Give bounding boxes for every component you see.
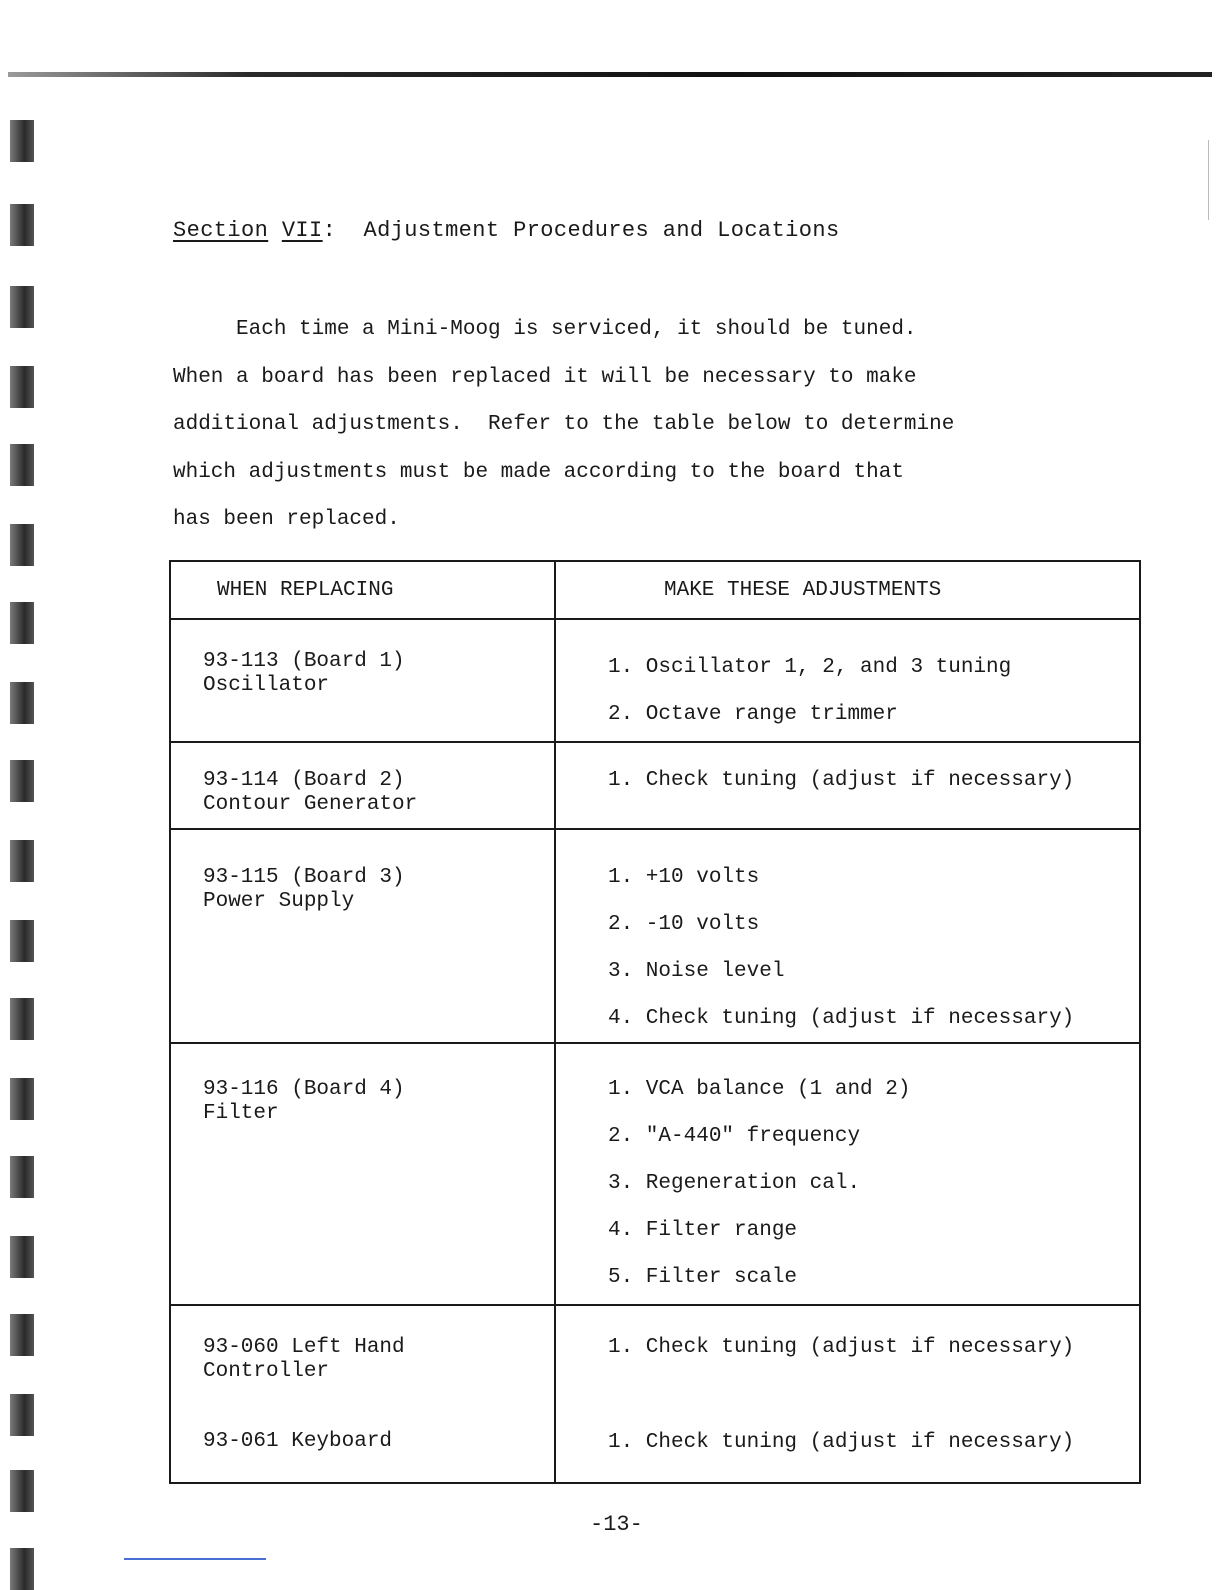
right-margin-mark (1208, 140, 1209, 220)
binding-hole (10, 682, 34, 724)
adjustment-table (169, 560, 1141, 1484)
adjustment-item: 3. Regeneration cal. (608, 1172, 861, 1195)
binding-hole (10, 366, 34, 408)
footnote-rule (124, 1558, 266, 1560)
board-id: 93-114 (Board 2) (203, 769, 405, 792)
adjustment-item: 1. +10 volts (608, 866, 760, 889)
section-heading (173, 218, 840, 243)
section-title: Adjustment Procedures and Locations (363, 218, 840, 243)
binding-holes (6, 120, 36, 1584)
board-id: 93-060 Left Hand (203, 1336, 405, 1359)
adjustment-item: 1. Check tuning (adjust if necessary) (608, 1431, 1075, 1454)
table-row (170, 829, 1140, 1043)
intro-line: additional adjustments. Refer to the table below to determine (173, 413, 955, 436)
binding-hole (10, 1470, 34, 1512)
binding-hole (10, 204, 34, 246)
board-name: Contour Generator (203, 793, 418, 816)
adjustment-item: 1. Check tuning (adjust if necessary) (608, 1336, 1075, 1359)
adjustment-item: 5. Filter scale (608, 1266, 798, 1289)
binding-hole (10, 286, 34, 328)
binding-hole (10, 444, 34, 486)
top-rule (8, 72, 1212, 77)
table-row (170, 742, 1140, 829)
intro-line: which adjustments must be made according to the board that (173, 460, 904, 484)
binding-hole (10, 1394, 34, 1436)
board-id: 93-061 Keyboard (203, 1430, 393, 1453)
adjustment-item: 2. Octave range trimmer (608, 703, 898, 726)
binding-hole (10, 1156, 34, 1198)
intro-line: Each time a Mini-Moog is serviced, it should be tuned. (173, 318, 917, 341)
adjustment-item: 3. Noise level (608, 960, 785, 983)
board-cell (170, 619, 555, 742)
intro-line: When a board has been replaced it will be necessary to make (173, 365, 917, 389)
adjustments-cell (555, 742, 1140, 829)
adjustment-item: 1. Oscillator 1, 2, and 3 tuning (608, 656, 1012, 679)
binding-hole (10, 1236, 34, 1278)
board-name: Controller (203, 1360, 330, 1383)
table-row (170, 1305, 1140, 1483)
section-label: Section (173, 218, 269, 243)
binding-hole (10, 998, 34, 1040)
board-cell (170, 1305, 555, 1483)
board-cell (170, 829, 555, 1043)
spacer (608, 1371, 1139, 1419)
table-row (170, 619, 1140, 742)
adjustments-cell (555, 1043, 1140, 1305)
adjustment-item: 2. -10 volts (608, 913, 760, 936)
binding-hole (10, 920, 34, 962)
binding-hole (10, 1078, 34, 1120)
intro-line: has been replaced. (173, 508, 400, 531)
table-row (170, 1043, 1140, 1305)
table-header-row (170, 561, 1140, 619)
adjustment-item: 1. Check tuning (adjust if necessary) (608, 769, 1075, 792)
binding-hole (10, 1314, 34, 1356)
adjustment-item: 1. VCA balance (1 and 2) (608, 1078, 911, 1101)
board-cell (170, 742, 555, 829)
binding-hole (10, 840, 34, 882)
adjustments-cell (555, 619, 1140, 742)
board-id: 93-115 (Board 3) (203, 866, 405, 889)
adjustments-cell (555, 1305, 1140, 1483)
adjustment-item: 4. Check tuning (adjust if necessary) (608, 1007, 1075, 1030)
page-number: -13- (590, 1512, 643, 1537)
intro-paragraph (173, 306, 1133, 544)
board-name: Power Supply (203, 890, 355, 913)
spacer (203, 1384, 554, 1430)
header-when-replacing: WHEN REPLACING (170, 561, 555, 619)
binding-hole (10, 120, 34, 162)
adjustment-item: 2. "A-440" frequency (608, 1125, 861, 1148)
section-colon: : (322, 218, 337, 243)
board-cell (170, 1043, 555, 1305)
binding-hole (10, 760, 34, 802)
board-name: Filter (203, 1102, 279, 1125)
adjustment-item: 4. Filter range (608, 1219, 798, 1242)
header-make-adjustments: MAKE THESE ADJUSTMENTS (555, 561, 1140, 619)
section-number: VII (281, 218, 323, 243)
binding-hole (10, 602, 34, 644)
adjustments-cell (555, 829, 1140, 1043)
board-name: Oscillator (203, 674, 330, 697)
board-id: 93-116 (Board 4) (203, 1078, 405, 1101)
binding-hole (10, 524, 34, 566)
board-id: 93-113 (Board 1) (203, 650, 405, 673)
